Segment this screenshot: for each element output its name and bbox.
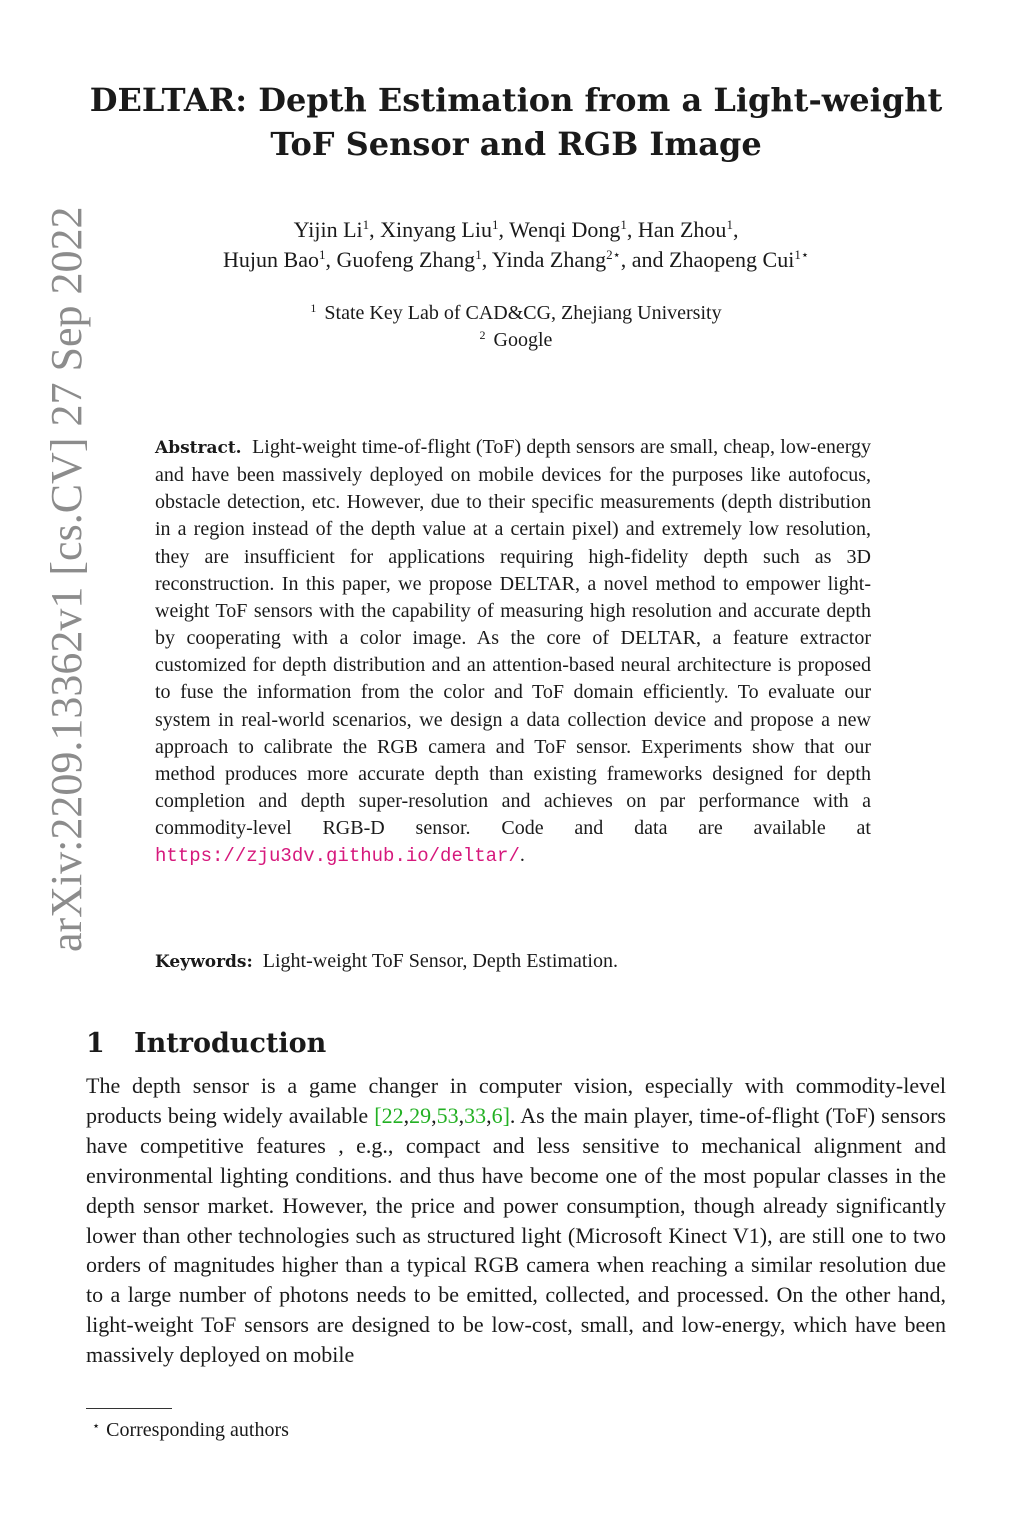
author-separator: , bbox=[498, 217, 510, 242]
citation-link[interactable]: 29 bbox=[409, 1102, 432, 1128]
author-mark: 1 bbox=[319, 247, 326, 262]
title-line-2: ToF Sensor and RGB Image bbox=[270, 125, 762, 163]
affiliation-mark: 2 bbox=[479, 328, 486, 342]
abstract bbox=[155, 434, 871, 871]
paper-title bbox=[86, 78, 946, 166]
citation-link[interactable]: 33 bbox=[464, 1102, 487, 1128]
affiliation-list bbox=[86, 300, 946, 354]
author-name: Xinyang Liu bbox=[380, 217, 492, 242]
author-mark: 1 bbox=[620, 217, 627, 232]
author-separator: , bbox=[325, 247, 337, 272]
footnote bbox=[92, 1416, 692, 1444]
footnote-text: Corresponding authors bbox=[106, 1419, 289, 1441]
affiliation-item bbox=[86, 327, 946, 354]
author-mark: 1 bbox=[726, 217, 733, 232]
keywords-label: Keywords: bbox=[155, 952, 253, 972]
author-name: Wenqi Dong bbox=[509, 217, 621, 242]
section-heading bbox=[86, 1024, 946, 1064]
arxiv-stamp bbox=[42, 76, 91, 952]
section-number: 1 bbox=[86, 1028, 105, 1059]
author-separator: , bbox=[732, 217, 739, 242]
intro-paragraph: The depth sensor is a game changer in computer vision, especially with commodity-level products being widely available [22,29,53,33,6]. As the main player, time-of-flight (ToF) sensors have competitive features , e.g., compact and less sensitive to mechanical alignment and environmental lighting conditions. and thus have become one of the most popular classes in the depth sensor market. However, the price and power consumption, though already significantly lower than other technologies such as structured light (Microsoft Kinect V1), are still one to two orders of magnitudes higher than a typical RGB camera when reaching a similar resolution due to a large number of photons needs to be emitted, collected, and processed. On the other hand, light-weight ToF sensors are designed to be low-cost, small, and low-energy, which have been massively deployed on mobile bbox=[86, 1073, 946, 1368]
affiliation-text: Google bbox=[493, 329, 553, 351]
title-line-1: DELTAR: Depth Estimation from a Light-weight bbox=[89, 81, 943, 119]
section-title: Introduction bbox=[134, 1028, 327, 1059]
keywords-text: Light-weight ToF Sensor, Depth Estimation. bbox=[262, 950, 618, 972]
citation-bracket-open: [ bbox=[374, 1102, 382, 1128]
author-separator: , and bbox=[620, 247, 670, 272]
author-name: Guofeng Zhang bbox=[336, 247, 476, 272]
author-separator: , bbox=[369, 217, 381, 242]
author-name: Hujun Bao bbox=[223, 247, 319, 272]
author-mark: 1 bbox=[491, 217, 499, 232]
affiliation-text: State Key Lab of CAD&CG, Zhejiang University bbox=[324, 302, 722, 324]
arxiv-stamp-text: arXiv:2209.13362v1 [cs.CV] 27 Sep 2022 bbox=[42, 206, 91, 952]
author-separator: , bbox=[481, 247, 492, 272]
author-mark: 1⋆ bbox=[794, 247, 809, 262]
citation-link[interactable]: 22 bbox=[381, 1102, 404, 1128]
author-mark: 1 bbox=[362, 217, 370, 232]
author-list bbox=[86, 215, 946, 275]
author-name: Yijin Li bbox=[293, 217, 363, 242]
author-name: Yinda Zhang bbox=[491, 247, 607, 272]
abstract-label: Abstract. bbox=[155, 438, 242, 458]
author-mark: 2⋆ bbox=[606, 247, 621, 262]
affiliation-item bbox=[86, 300, 946, 327]
keywords bbox=[155, 948, 871, 976]
author-name: Han Zhou bbox=[637, 217, 727, 242]
affiliation-mark: 1 bbox=[310, 301, 317, 315]
author-separator: , bbox=[626, 217, 638, 242]
abstract-end: . bbox=[519, 844, 525, 867]
footnote-mark: ⋆ bbox=[92, 1418, 101, 1433]
footnote-rule bbox=[86, 1408, 172, 1409]
citation-link[interactable]: 53 bbox=[436, 1102, 459, 1128]
intro-text-after: . As the main player, time-of-flight (ToF) sensors have competitive features , e.g., compact and less sensitive to mechanical alignment and environmental lighting conditions. and thus have become one of the most popular classes in the depth sensor market. However, the price and power consumption, though already significantly lower than other technologies such as structured light (Microsoft Kinect V1), are still one to two orders of magnitudes higher than a typical RGB camera when reaching a similar resolution due to a large number of photons needs to be emitted, collected, and processed. On the other hand, light-weight ToF sensors are designed to be low-cost, small, and low-energy, which have been massively deployed on mobile bbox=[86, 1102, 946, 1368]
intro-text-before: The depth sensor is a game changer in computer vision, especially with commodity-level products being widely available bbox=[86, 1073, 946, 1128]
author-mark: 1 bbox=[475, 247, 482, 262]
abstract-text: Light-weight time-of-flight (ToF) depth sensors are small, cheap, low-energy and have been massively deployed on mobile devices for the purposes like autofocus, obstacle detection, etc. However, due to their specific measurements (depth distribution in a region instead of the depth value at a certain pixel) and extremely low resolution, they are insufficient for applications requiring high-fidelity depth such as 3D reconstruction. In this paper, we propose DELTAR, a novel method to empower light-weight ToF sensors with the capability of measuring high resolution and accurate depth by cooperating with a color image. As the core of DELTAR, a feature extractor customized for depth distribution and an attention-based neural architecture is proposed to fuse the information from the color and ToF domain efficiently. To evaluate our system in real-world scenarios, we design a data collection device and propose a new approach to calibrate the RGB camera and ToF sensor. Experiments show that our method produces more accurate depth than existing frameworks designed for depth completion and depth super-resolution and achieves on par performance with a commodity-level RGB-D sensor. Code and data are available at bbox=[155, 436, 872, 840]
citation-bracket-close: ] bbox=[502, 1102, 510, 1128]
author-name: Zhaopeng Cui bbox=[669, 247, 795, 272]
citation-link[interactable]: 6 bbox=[491, 1102, 503, 1128]
code-link[interactable]: https://zju3dv.github.io/deltar/ bbox=[155, 845, 520, 868]
